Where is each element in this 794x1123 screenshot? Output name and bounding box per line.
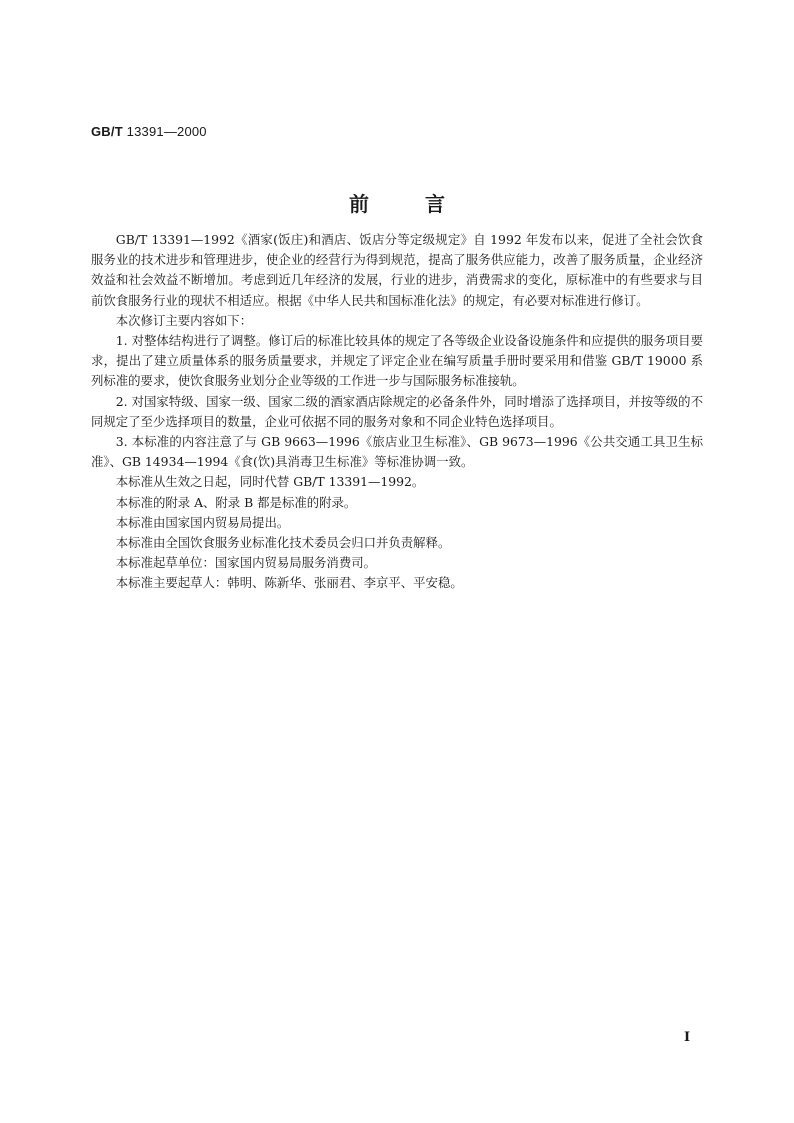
paragraph: 1. 对整体结构进行了调整。修订后的标准比较具体的规定了各等级企业设备设施条件和应提供的服务项目要求，提出了建立质量体系的服务质量要求，并规定了评定企业在编写质量手册时要采用和借鉴 GB/T 19000 系列标准的要求，使饮食服务业划分企业等级的工作进一步与国际服务标准接轨。 bbox=[91, 333, 703, 389]
page-title: 前言 bbox=[349, 192, 501, 216]
paragraph: 本标准的附录 A、附录 B 都是标准的附录。 bbox=[115, 494, 357, 510]
paragraph: 本标准由国家国内贸易局提出。 bbox=[115, 514, 290, 530]
paragraph: 2. 对国家特级、国家一级、国家二级的酒家酒店除规定的必备条件外，同时增添了选择项目，并按等级的不同规定了至少选择项目的数量，企业可依据不同的服务对象和不同企业特色选择项目。 bbox=[91, 393, 703, 429]
page-number: I bbox=[684, 1030, 691, 1045]
paragraph: 本次修订主要内容如下： bbox=[115, 312, 253, 328]
paragraph: GB/T 13391—1992《酒家(饭庄)和酒店、饭店分等定级规定》自 1992 年发布以来，促进了全社会饮食服务业的技术进步和管理进步，使企业的经营行为得到规范，提高了服务供应能力，改善了服务质量，企业经济效益和社会效益不断增加。考虑到近几年经济的发展，行业的进步，消费需求的变化，原标准中的有些要求与目前饮食服务行业的现状不相适应。根据《中华人民共和国标准化法》的规定，有必要对标准进行修订。 bbox=[91, 232, 703, 308]
standard-number: 13391—2000 bbox=[126, 124, 207, 139]
paragraph: 本标准起草单位：国家国内贸易局服务消费司。 bbox=[115, 555, 376, 571]
standard-prefix: GB/T bbox=[91, 124, 127, 139]
foreword-body bbox=[91, 230, 703, 594]
paragraph: 本标准主要起草人：韩明、陈新华、张丽君、李京平、平安稳。 bbox=[115, 575, 463, 591]
document-header bbox=[91, 124, 207, 139]
paragraph: 本标准从生效之日起，同时代替 GB/T 13391—1992。 bbox=[115, 474, 425, 490]
paragraph: 本标准由全国饮食服务业标准化技术委员会归口并负责解释。 bbox=[115, 535, 451, 551]
paragraph: 3. 本标准的内容注意了与 GB 9663—1996《旅店业卫生标准》、GB 9673—1996《公共交通工具卫生标准》、GB 14934—1994《食(饮)具消毒卫生标准》等标准协调一致。 bbox=[91, 434, 703, 470]
